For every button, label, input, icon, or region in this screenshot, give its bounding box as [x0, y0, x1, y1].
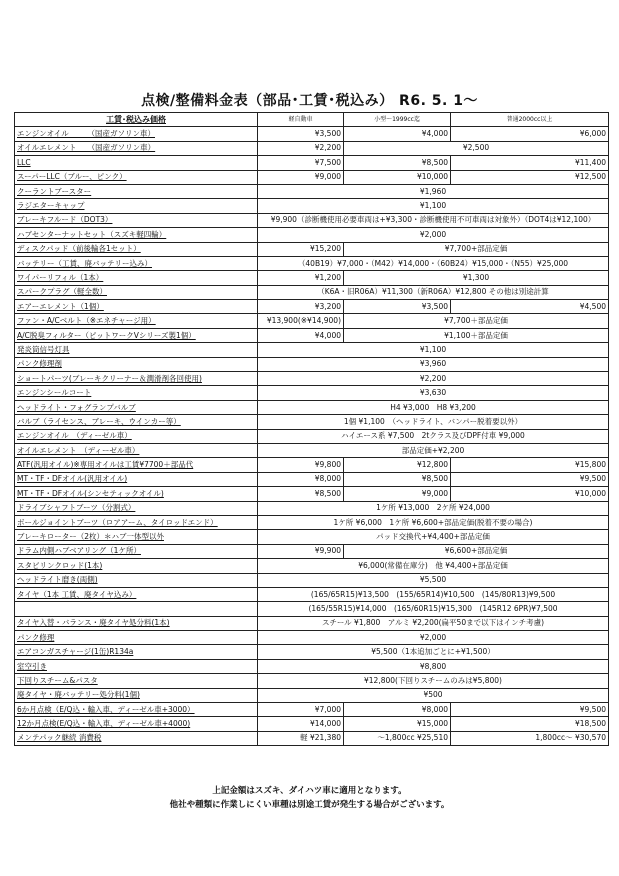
price-all: 1ケ所 ¥13,000 2ケ所 ¥24,000 [258, 501, 609, 515]
table-row [15, 688, 609, 702]
price-all: ¥1,960 [258, 184, 609, 198]
table-row [15, 314, 609, 328]
item-label: ファン・A/Cベルト（※エネチャージ用） [15, 314, 258, 328]
table-row [15, 242, 609, 256]
item-label: オイルエレメント （ディーゼル車） [15, 443, 258, 457]
item-label [15, 602, 258, 616]
price-all: ¥500 [258, 688, 609, 702]
price-small: ～1,800cc ¥25,510 [344, 731, 451, 745]
price-small: ¥10,000 [344, 170, 451, 184]
price-other: ¥1,100＋部品定価 [344, 328, 609, 342]
item-label: ブレーキフルード（DOT3） [15, 213, 258, 227]
table-row [15, 674, 609, 688]
price-all: ¥9,900（診断機使用必要車両は+¥3,300・診断機使用不可車両は対象外）（DOT4は¥12,100） [258, 213, 609, 227]
table-row [15, 300, 609, 314]
table-row [15, 559, 609, 573]
price-kei: ¥9,800 [258, 458, 344, 472]
price-large: 1,800cc～ ¥30,570 [451, 731, 609, 745]
price-all: 部品定価+¥2,200 [258, 443, 609, 457]
table-row [15, 717, 609, 731]
item-label: ヘッドライト・フォグランプバルブ [15, 400, 258, 414]
price-all: ¥8,800 [258, 659, 609, 673]
table-row [15, 127, 609, 141]
price-small: ¥3,500 [344, 300, 451, 314]
price-all: （40B19）¥7,000・（M42）¥14,000・（60B24）¥15,000・（N55）¥25,000 [258, 256, 609, 270]
header-large: 普通2000cc以上 [451, 113, 609, 127]
price-kei: 軽 ¥21,380 [258, 731, 344, 745]
price-large: ¥15,800 [451, 458, 609, 472]
table-row [15, 731, 609, 745]
price-other: ¥2,500 [344, 141, 609, 155]
item-label: MT・TF・DFオイル(汎用オイル) [15, 472, 258, 486]
item-label: バルブ（ライセンス、ブレーキ、ウインカー等） [15, 415, 258, 429]
price-kei: ¥9,000 [258, 170, 344, 184]
price-kei: ¥4,000 [258, 328, 344, 342]
price-all: (165/65R15)¥13,500 (155/65R14)¥10,500 (145/80R13)¥9,500 [258, 587, 609, 601]
table-row [15, 170, 609, 184]
price-all: ¥3,630 [258, 386, 609, 400]
price-large: ¥9,500 [451, 472, 609, 486]
item-label: 室空引き [15, 659, 258, 673]
table-row [15, 659, 609, 673]
table-row [15, 386, 609, 400]
item-label: スタビリンクロッド(1本) [15, 559, 258, 573]
price-other: ¥6,600+部品定価 [344, 544, 609, 558]
price-all: ¥2,000 [258, 631, 609, 645]
price-all: ¥1,100 [258, 199, 609, 213]
price-kei: ¥2,200 [258, 141, 344, 155]
page-title: 点検/整備料金表（部品･工賃･税込み） R6. 5. 1～ [141, 93, 478, 109]
item-label: A/C脱臭フィルター（ピットワークVシリーズ製1個） [15, 328, 258, 342]
item-label: ATF(汎用オイル)※専用オイルは工賃¥7700＋部品代 [15, 458, 258, 472]
table-row [15, 515, 609, 529]
price-all: （K6A・旧R06A）¥11,300（新R06A）¥12,800 その他は別途計算 [258, 285, 609, 299]
item-label: バッテリー（工賃、廃バッテリー込み） [15, 256, 258, 270]
table-row [15, 645, 609, 659]
header-item: 工賃･税込み価格 [15, 113, 258, 127]
header-kei: 軽自動車 [258, 113, 344, 127]
price-all: ¥6,000(常備在庫分) 他 ¥4,400+部品定価 [258, 559, 609, 573]
price-small: ¥12,800 [344, 458, 451, 472]
table-row [15, 703, 609, 717]
table-row [15, 602, 609, 616]
price-all: ¥2,000 [258, 228, 609, 242]
item-label: エアコンガスチャージ(1缶)R134a [15, 645, 258, 659]
table-row [15, 429, 609, 443]
table-row [15, 156, 609, 170]
table-row [15, 616, 609, 630]
price-all: ¥1,100 [258, 343, 609, 357]
price-all: パッド交換代+¥4,400+部品定価 [258, 530, 609, 544]
table-row [15, 530, 609, 544]
price-all: 1ケ所 ¥6,000 1ケ所 ¥6,600+部品定価(脱着不要の場合) [258, 515, 609, 529]
table-row [15, 544, 609, 558]
table-row [15, 400, 609, 414]
table-row [15, 573, 609, 587]
table-row [15, 357, 609, 371]
item-label: エンジンオイル （ディーゼル車） [15, 429, 258, 443]
price-large: ¥6,000 [451, 127, 609, 141]
item-label: ドライブシャフトブーツ（分割式） [15, 501, 258, 515]
table-row [15, 487, 609, 501]
item-label: 廃タイヤ・廃バッテリー処分料(1個) [15, 688, 258, 702]
table-row [15, 285, 609, 299]
table-row [15, 458, 609, 472]
table-row [15, 372, 609, 386]
table-row [15, 415, 609, 429]
item-label: オイルエレメント （国産ガソリン車） [15, 141, 258, 155]
item-label: 発炎筒信号灯具 [15, 343, 258, 357]
price-kei: ¥14,000 [258, 717, 344, 731]
price-other: ¥7,700＋部品定価 [344, 314, 609, 328]
table-row [15, 228, 609, 242]
item-label: ディスクパッド（前後輪各1セット） [15, 242, 258, 256]
price-kei: ¥9,900 [258, 544, 344, 558]
table-row [15, 256, 609, 270]
table-row [15, 443, 609, 457]
price-kei: ¥7,500 [258, 156, 344, 170]
price-all: ¥5,500（1本追加ごとに+¥1,500） [258, 645, 609, 659]
item-label: エアーエレメント（1個） [15, 300, 258, 314]
price-large: ¥10,000 [451, 487, 609, 501]
price-small: ¥8,500 [344, 472, 451, 486]
price-all: スチール ¥1,800 アルミ ¥2,200(扁平50まで以下はインチ考慮) [258, 616, 609, 630]
price-kei: ¥13,900(※¥14,900) [258, 314, 344, 328]
item-label: スパークプラグ（軽全数） [15, 285, 258, 299]
item-label: ショートパーツ(ブレーキクリーナー＆潤滑剤各回使用) [15, 372, 258, 386]
price-kei: ¥3,200 [258, 300, 344, 314]
item-label: ワイパーリフィル（1本） [15, 271, 258, 285]
item-label: LLC [15, 156, 258, 170]
table-row [15, 271, 609, 285]
price-small: ¥4,000 [344, 127, 451, 141]
item-label: MT・TF・DFオイル(シンセティックオイル) [15, 487, 258, 501]
price-kei: ¥1,200 [258, 271, 344, 285]
item-label: ボールジョイントブーツ（ロアアーム、タイロッドエンド） [15, 515, 258, 529]
table-row [15, 199, 609, 213]
price-large: ¥18,500 [451, 717, 609, 731]
price-large: ¥9,500 [451, 703, 609, 717]
item-label: パンク修理剤 [15, 357, 258, 371]
price-small: ¥15,000 [344, 717, 451, 731]
table-row [15, 328, 609, 342]
item-label: ブレーキローター（2枚）＊ハブ一体型以外 [15, 530, 258, 544]
item-label: スーパーLLC（ブルー、ピンク） [15, 170, 258, 184]
price-all: ¥3,960 [258, 357, 609, 371]
item-label: ハブセンターナットセット（スズキ軽四輪） [15, 228, 258, 242]
price-kei: ¥15,200 [258, 242, 344, 256]
price-small: ¥8,500 [344, 156, 451, 170]
price-other: ¥7,700+部品定価 [344, 242, 609, 256]
price-all: ¥5,500 [258, 573, 609, 587]
price-large: ¥11,400 [451, 156, 609, 170]
price-large: ¥4,500 [451, 300, 609, 314]
table-header-row [15, 113, 609, 127]
footer-note-2: 他社や種類に作業しにくい車種は別途工賃が発生する場合がございます。 [169, 800, 450, 810]
table-row [15, 213, 609, 227]
table-row [15, 141, 609, 155]
table-row [15, 631, 609, 645]
price-table [14, 112, 609, 746]
item-label: エンジンシールコート [15, 386, 258, 400]
price-all: ¥12,800(下回りスチームのみは¥5,800) [258, 674, 609, 688]
footer-note-1: 上記金額はスズキ、ダイハツ車に適用となります。 [212, 786, 407, 796]
item-label: メンテパック継続 消費税 [15, 731, 258, 745]
table-row [15, 587, 609, 601]
table-row [15, 343, 609, 357]
price-all: 1個 ¥1,100 （ヘッドライト、バンパー脱着要以外） [258, 415, 609, 429]
price-kei: ¥7,000 [258, 703, 344, 717]
price-small: ¥8,000 [344, 703, 451, 717]
price-all: ハイエース系 ¥7,500 2tクラス及びDPF付車 ¥9,000 [258, 429, 609, 443]
price-all: (165/55R15)¥14,000 (165/60R15)¥15,300 (145R12 6PR)¥7,500 [258, 602, 609, 616]
price-all: ¥2,200 [258, 372, 609, 386]
price-small: ¥9,000 [344, 487, 451, 501]
price-kei: ¥8,500 [258, 487, 344, 501]
item-label: エンジンオイル （国産ガソリン車） [15, 127, 258, 141]
item-label: タイヤ入替・バランス・廃タイヤ処分料(1本) [15, 616, 258, 630]
price-all: H4 ¥3,000 H8 ¥3,200 [258, 400, 609, 414]
item-label: 12か月点検(E/Q込・輸入車、ディーゼル車+4000) [15, 717, 258, 731]
price-kei: ¥8,000 [258, 472, 344, 486]
price-other: ¥1,300 [344, 271, 609, 285]
table-row [15, 472, 609, 486]
item-label: クーラントブースター [15, 184, 258, 198]
price-kei: ¥3,500 [258, 127, 344, 141]
item-label: ラジエターキャップ [15, 199, 258, 213]
item-label: ドラム内側ハブベアリング（1ケ所） [15, 544, 258, 558]
item-label: タイヤ（1本 工賃、廃タイヤ込み） [15, 587, 258, 601]
item-label: ヘッドライト磨き(両側) [15, 573, 258, 587]
item-label: パンク修理 [15, 631, 258, 645]
table-row [15, 184, 609, 198]
table-row [15, 501, 609, 515]
header-small: 小型～1999cc迄 [344, 113, 451, 127]
item-label: 下回りスチーム&パスタ [15, 674, 258, 688]
item-label: 6か月点検（E/Q込・輸入車、ディーゼル車+3000） [15, 703, 258, 717]
price-large: ¥12,500 [451, 170, 609, 184]
